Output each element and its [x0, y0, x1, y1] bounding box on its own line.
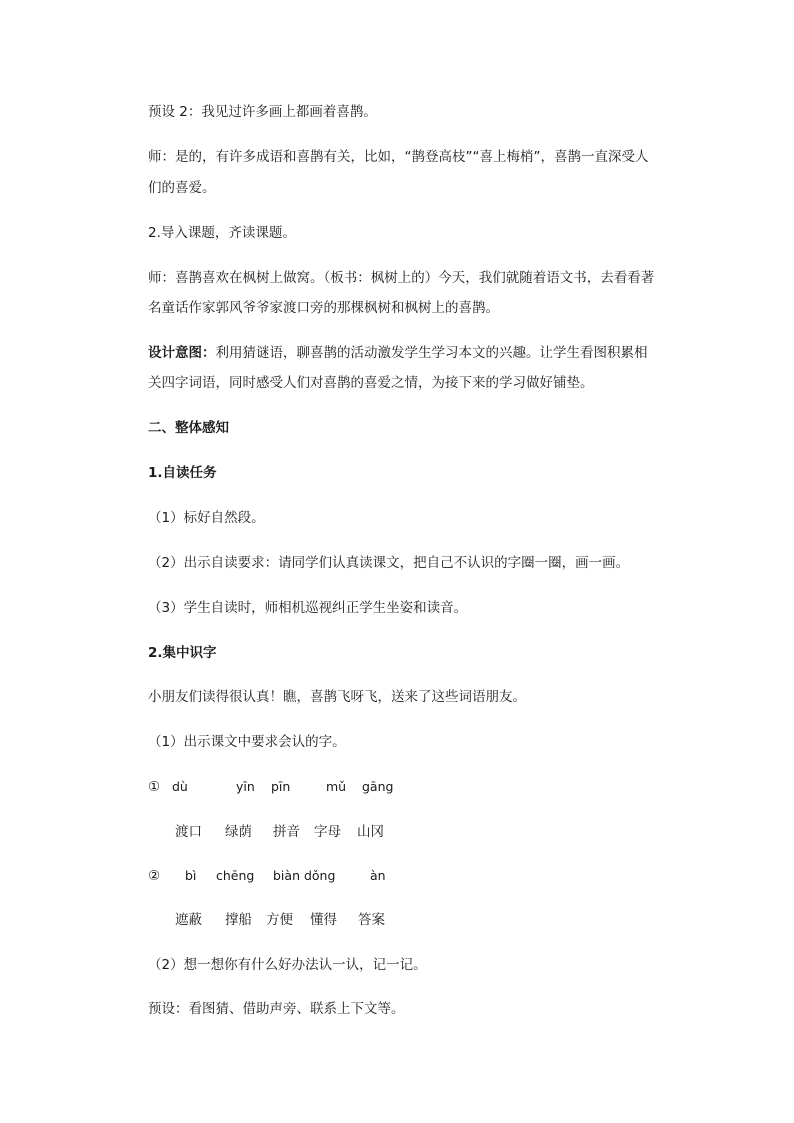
- teacher-idioms-line-cont: 们的喜爱。: [148, 180, 216, 196]
- preset-methods-line: 预设：看图猜、借助声旁、联系上下文等。: [148, 1001, 405, 1017]
- teacher-idioms-line: 师：是的，有许多成语和喜鹊有关，比如，“鹊登高枝”“喜上梅梢”，喜鹊一直深受人: [148, 149, 649, 165]
- preset-2-line: 预设 2：我见过许多画上都画着喜鹊。: [148, 104, 377, 120]
- show-characters-line: （1）出示课文中要求会认的字。: [148, 734, 346, 750]
- group1-pinyin: pīn: [271, 779, 291, 794]
- group1-marker: ①: [148, 779, 161, 795]
- subheading-self-reading: 1.自读任务: [148, 465, 217, 481]
- task-1-line: （1）标好自然段。: [148, 510, 265, 526]
- group2-word: 方便: [266, 912, 293, 928]
- group2-word: 答案: [358, 912, 385, 928]
- group1-word: 字母: [314, 824, 341, 840]
- group1-pinyin: dù: [172, 779, 188, 794]
- group2-pinyin: bì: [185, 868, 197, 883]
- design-intent-line-cont: 关四字词语，同时感受人们对喜鹊的喜爱之情，为接下来的学习做好铺垫。: [148, 375, 594, 391]
- section-heading-overall: 二、整体感知: [148, 420, 229, 436]
- group1-pinyin: yīn: [236, 779, 255, 794]
- intro-topic-line: 2.导入课题，齐读课题。: [148, 225, 296, 241]
- group1-word: 拼音: [273, 824, 300, 840]
- group2-pinyin: àn: [370, 868, 386, 883]
- design-intent-label: 设计意图：: [148, 345, 216, 361]
- task-2-line: （2）出示自读要求：请同学们认真读课文，把自己不认识的字圈一圈，画一画。: [148, 555, 630, 571]
- group2-word: 遮蔽: [175, 912, 202, 928]
- group2-word: 撑船: [225, 912, 252, 928]
- teacher-maple-line: 师：喜鹊喜欢在枫树上做窝。（板书：枫树上的）今天，我们就随着语文书，去看看著: [148, 270, 655, 286]
- teacher-maple-line-cont: 名童话作家郭风爷爷家渡口旁的那棵枫树和枫树上的喜鹊。: [148, 300, 499, 316]
- group2-word: 懂得: [310, 912, 337, 928]
- design-intent-text: 利用猜谜语，聊喜鹊的活动激发学生学习本文的兴趣。让学生看图积累相: [215, 345, 648, 361]
- task-3-line: （3）学生自读时，师相机巡视纠正学生坐姿和读音。: [148, 600, 468, 616]
- group1-word: 绿荫: [225, 824, 252, 840]
- group2-marker: ②: [148, 868, 161, 884]
- group1-pinyin: mǔ: [326, 779, 347, 794]
- group1-pinyin: gāng: [362, 779, 394, 794]
- group1-word: 渡口: [175, 824, 202, 840]
- kids-reading-line: 小朋友们读得很认真！瞧，喜鹊飞呀飞，送来了这些词语朋友。: [148, 689, 526, 705]
- group2-pinyin: biàn dǒng: [273, 868, 336, 883]
- group1-word: 山冈: [357, 824, 384, 840]
- think-method-line: （2）想一想你有什么好办法认一认，记一记。: [148, 957, 427, 973]
- subheading-literacy: 2.集中识字: [148, 645, 217, 661]
- design-intent-line: [148, 344, 648, 362]
- group2-pinyin: chēng: [216, 868, 255, 883]
